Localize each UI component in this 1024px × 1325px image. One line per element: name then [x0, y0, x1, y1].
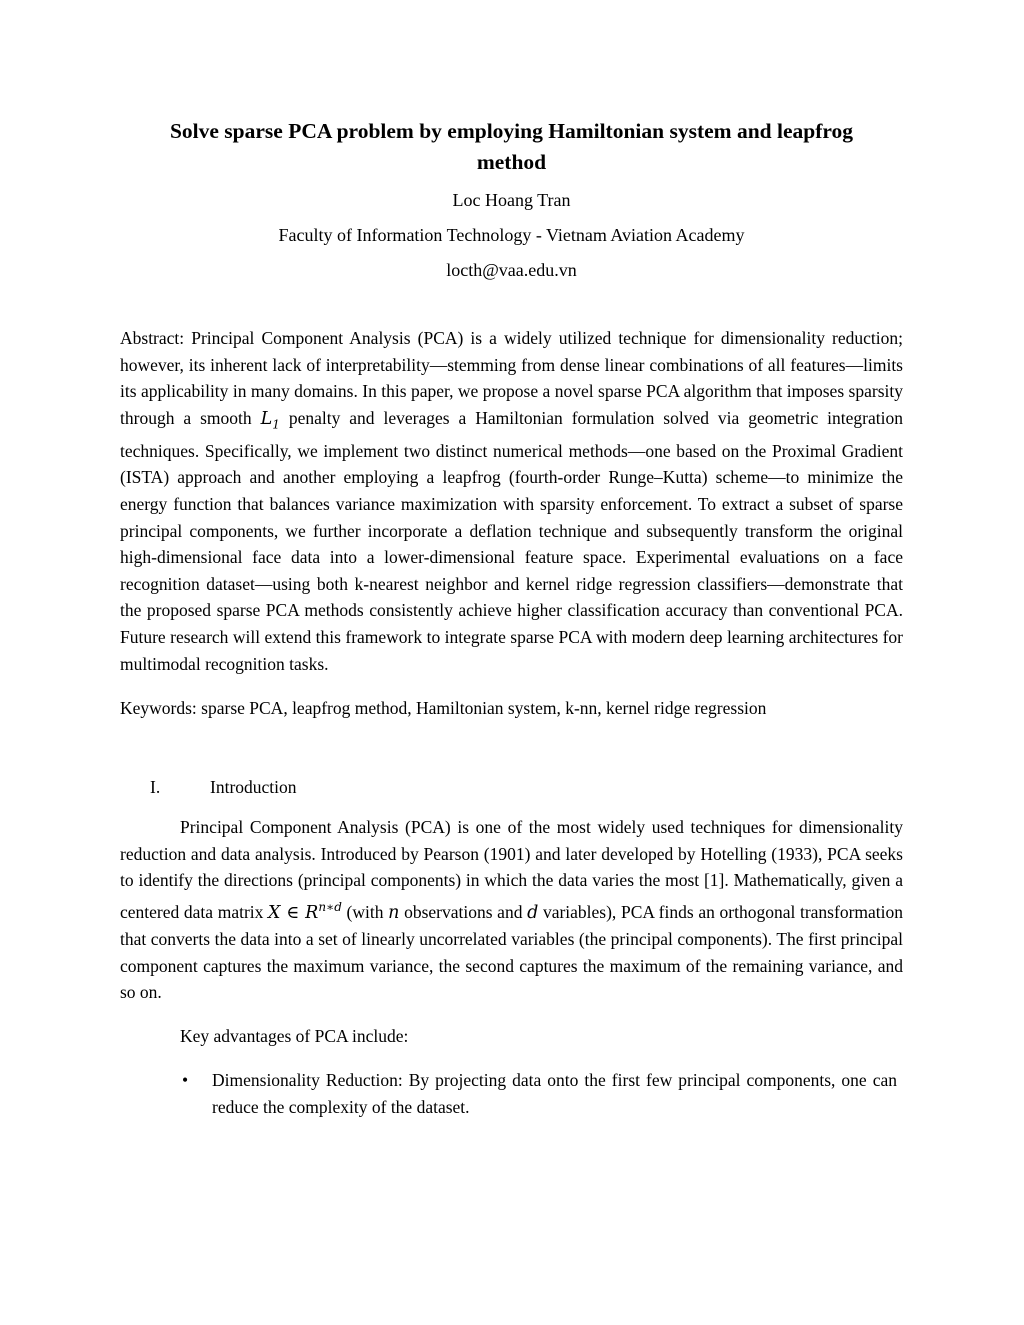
introduction-paragraph-2: Key advantages of PCA include:: [180, 1026, 409, 1047]
section-label: Introduction: [210, 777, 297, 798]
author-affiliation: Faculty of Information Technology - Vietnam Aviation Academy: [278, 225, 745, 245]
paper-title: Solve sparse PCA problem by employing Hamiltonian system and leapfrog method: [169, 119, 854, 174]
section-heading-introduction: [120, 774, 903, 801]
abstract-text-2: penalty and leverages a Hamiltonian formulation solved via geometric integration techniques. Specifically, we implement two distinct numerical methods—one based on the Proximal Gradient (ISTA) approach and another employing a leapfrog (fourth-order Runge–Kutta) scheme—to minimize the energy function that balances variance maximization with sparsity enforcement. To extract a subset of sparse principal components, we further incorporate a deflation technique and subsequently transform the original high-dimensional face data into a lower-dimensional feature space. Experimental evaluations on a face recognition dataset—using both k-nearest neighbor and kernel ridge regression classifiers—demonstrate that the proposed sparse PCA methods consistently achieve higher classification accuracy than conventional PCA. Future research will extend this framework to integrate sparse PCA with modern deep learning architectures for multimodal recognition tasks.: [120, 407, 903, 674]
intro-text-1: Principal Component Analysis (PCA) is one of the most widely used techniques for dimensionality reduction and data analysis. Introduced by Pearson (1901) and later developed by Hotelling (1933), PCA seeks to identify the directions (principal components) in which the data varies the most [1]. Mathematically, given a centered data matrix: [120, 816, 903, 922]
intro-text-3: observations and: [399, 901, 528, 922]
math-d-variables: d: [527, 902, 539, 923]
list-item-text: Dimensionality Reduction: By projecting data onto the first few principal components, one can reduce the complexity of the dataset.: [212, 1070, 897, 1118]
abstract-paragraph: [120, 325, 903, 677]
list-item: [120, 1067, 903, 1120]
introduction-paragraph-1: [120, 814, 903, 1006]
bullet-icon: •: [182, 1070, 189, 1091]
section-number: I.: [150, 777, 161, 798]
math-data-matrix: X ∈ $R^{n∗d}$: [268, 899, 342, 923]
intro-text-4: variables), PCA finds an orthogonal transformation that converts the data into a set of linearly uncorrelated variables (the principal components). The first principal component captures the maximum variance, the second captures the maximum of the remaining variance, and so on.: [120, 901, 903, 1003]
math-L1-penalty: $L_1$: [260, 408, 280, 432]
math-n-observations: n: [388, 902, 400, 923]
author-name: Loc Hoang Tran: [452, 190, 571, 210]
author-email: locth@vaa.edu.vn: [446, 260, 577, 280]
intro-text-2: (with: [341, 901, 389, 922]
advantages-list: [120, 1067, 903, 1120]
keywords-line: Keywords: sparse PCA, leapfrog method, Hamiltonian system, k-nn, kernel ridge regression: [120, 697, 767, 718]
abstract-text-1: Abstract: Principal Component Analysis (PCA) is a widely utilized technique for dimensionality reduction; however, its inherent lack of interpretability—stemming from dense linear combinations of all features—limits its applicability in many domains. In this paper, we propose a novel sparse PCA algorithm that imposes sparsity through a smooth: [120, 328, 903, 428]
